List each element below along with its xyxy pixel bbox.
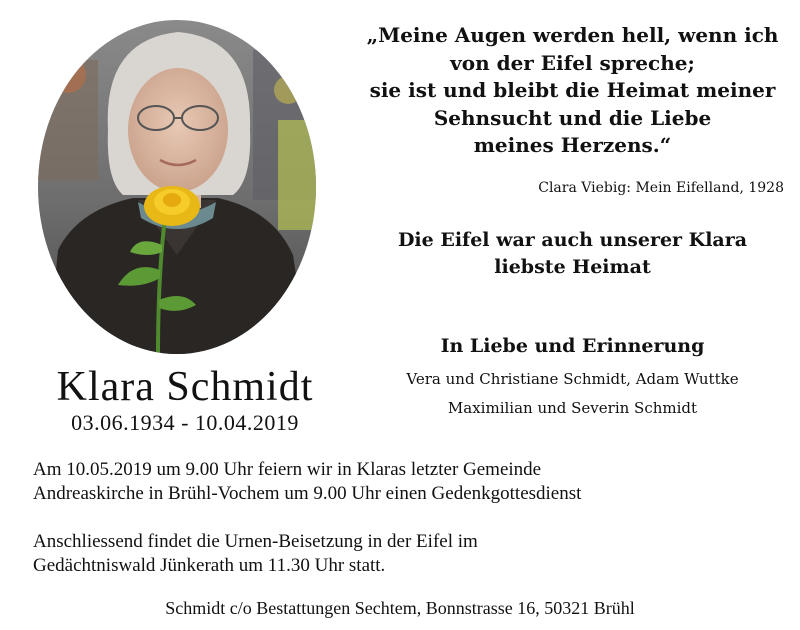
dedication	[345, 227, 800, 281]
deceased-name: Klara Schmidt	[56, 364, 314, 410]
paragraph-line: Andreaskirche in Brühl-Vochem um 9.00 Uhr einen Gedenkgottesdienst	[33, 483, 582, 504]
contact-address: Schmidt c/o Bestattungen Sechtem, Bonnstrasse 16, 50321 Brühl	[165, 598, 635, 618]
dedication-line: liebste Heimat	[494, 256, 651, 278]
quote-line: „Meine Augen werden hell, wenn ich	[366, 23, 779, 47]
paragraph-line: Anschliessend findet die Urnen-Beisetzung in der Eifel im	[33, 531, 478, 552]
quote-line: meines Herzens.“	[473, 133, 672, 157]
paragraph-line: Am 10.05.2019 um 9.00 Uhr feiern wir in Klaras letzter Gemeinde	[33, 459, 542, 480]
quote-line: sie ist und bleibt die Heimat meiner	[369, 78, 776, 102]
portrait-photo	[38, 20, 316, 354]
portrait-icon	[38, 20, 316, 354]
quote-source: Clara Viebig: Mein Eifelland, 1928	[538, 180, 784, 196]
paragraph-line: Gedächtniswald Jünkerath um 11.30 Uhr statt.	[33, 555, 386, 576]
memory-heading: In Liebe und Erinnerung	[440, 335, 705, 357]
life-dates: 03.06.1934 - 10.04.2019	[71, 410, 299, 435]
quote-line: von der Eifel spreche;	[450, 50, 695, 75]
burial-paragraph	[33, 530, 793, 578]
mourner-line: Vera und Christiane Schmidt, Adam Wuttke	[406, 370, 739, 388]
dedication-line: Die Eifel war auch unserer Klara	[397, 229, 748, 251]
quote-block	[345, 22, 800, 160]
mourner-line: Maximilian und Severin Schmidt	[447, 399, 698, 417]
quote-line: Sehnsucht und die Liebe	[433, 105, 712, 130]
service-paragraph	[33, 458, 793, 506]
